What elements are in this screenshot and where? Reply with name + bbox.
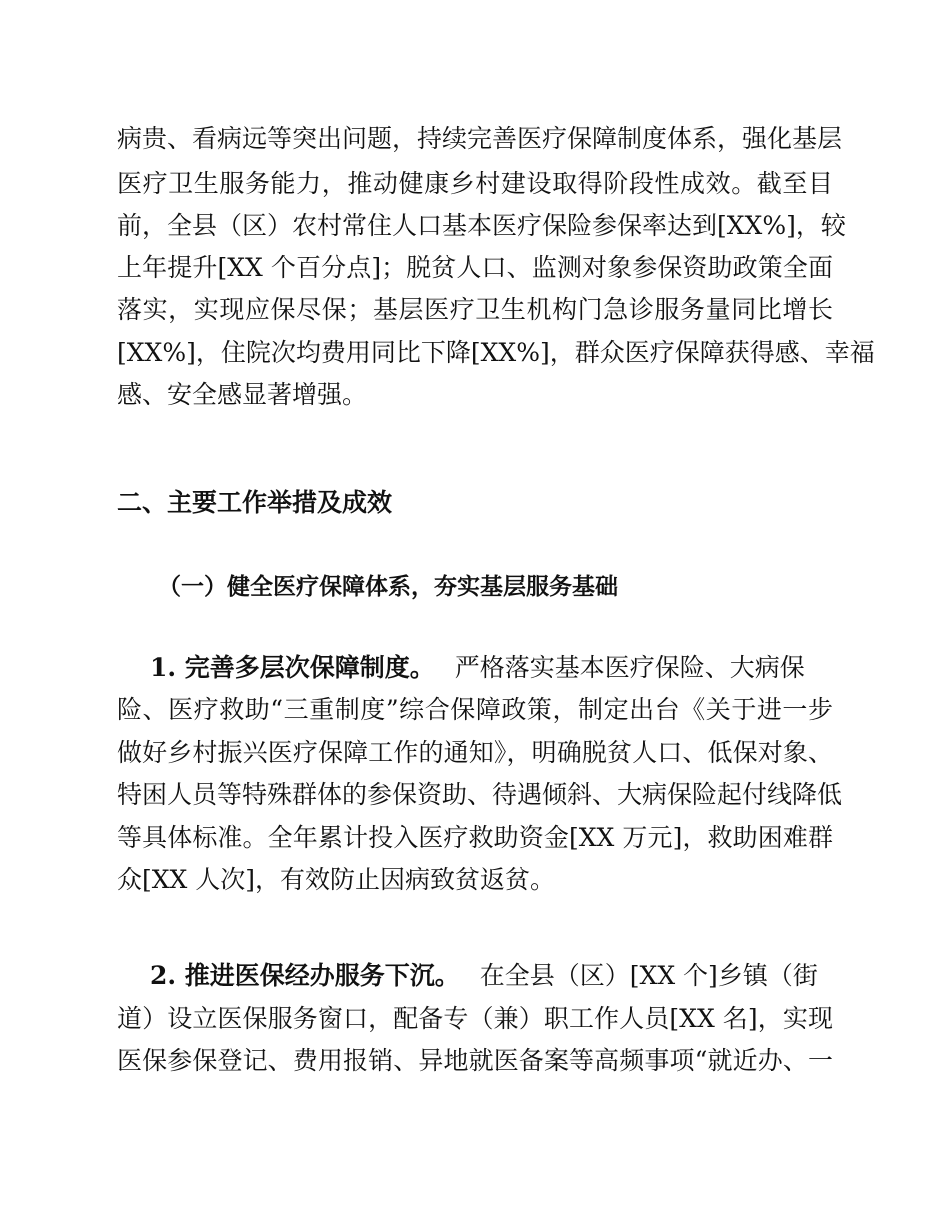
paragraph-line: 医保参保登记、费用报销、异地就医备案等高频事项“就近办、一 [117,1046,833,1075]
item-text: 在全县（区）[XX 个]乡镇（街 [479,961,818,990]
paragraph-line: 上年提升[XX 个百分点]；脱贫人口、监测对象参保资助政策全面 [117,253,833,282]
item-title: 1. 完善多层次保障制度。 [150,653,435,682]
paragraph-line: 前，全县（区）农村常住人口基本医疗保险参保率达到[XX%]，较 [117,211,846,240]
paragraph-line: 做好乡村振兴医疗保障工作的通知》，明确脱贫人口、低保对象、 [117,738,833,767]
item-first-line [150,963,818,988]
paragraph-line: 等具体标准。全年累计投入医疗救助资金[XX 万元]，救助困难群 [117,823,833,852]
paragraph-line: 落实，实现应保尽保；基层医疗卫生机构门急诊服务量同比增长 [117,295,833,324]
paragraph-line: 感、安全感显著增强。 [117,380,368,409]
item-first-line [150,655,805,680]
item-text: 严格落实基本医疗保险、大病保 [454,653,805,682]
section-heading: 二、主要工作举措及成效 [117,488,393,517]
paragraph-line: [XX%]，住院次均费用同比下降[XX%]，群众医疗保障获得感、幸福 [117,338,875,367]
subsection-heading: （一）健全医疗保障体系，夯实基层服务基础 [158,573,618,600]
item-title: 2. 推进医保经办服务下沉。 [150,961,460,990]
paragraph-line: 特困人员等特殊群体的参保资助、待遇倾斜、大病保险起付线降低 [117,780,843,809]
paragraph-line: 医疗卫生服务能力，推动健康乡村建设取得阶段性成效。截至目 [117,169,833,198]
paragraph-line: 险、医疗救助“三重制度”综合保障政策，制定出台《关于进一步 [117,695,833,724]
paragraph-line: 道）设立医保服务窗口，配备专（兼）职工作人员[XX 名]，实现 [117,1004,833,1033]
paragraph-line: 病贵、看病远等突出问题，持续完善医疗保障制度体系，强化基层 [117,124,843,153]
paragraph-line: 众[XX 人次]，有效防止因病致贫返贫。 [117,865,556,894]
